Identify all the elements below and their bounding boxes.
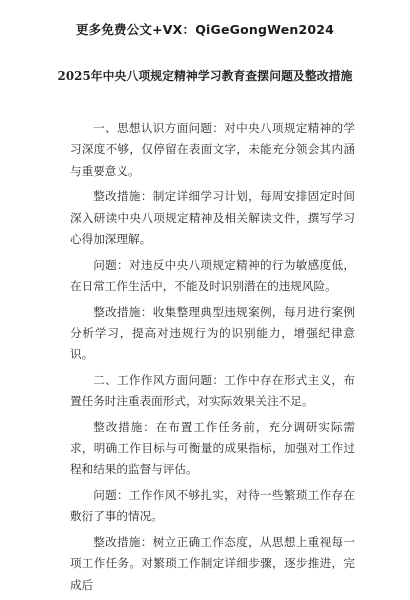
paragraph: 整改措施：收集整理典型违规案例，每月进行案例分析学习，提高对违规行为的识别能力，增强纪律意识。 — [70, 304, 355, 362]
document-body — [70, 118, 355, 600]
paragraph: 整改措施：制定详细学习计划，每周安排固定时间深入研读中央八项规定精神及相关解读文件，撰写学习心得加深理解。 — [70, 189, 355, 246]
paragraph: 问题：对违反中央八项规定精神的行为敏感度低，在日常工作生活中，不能及时识别潜在的违规风险。 — [70, 257, 355, 293]
document-title: 2025年中央八项规定精神学习教育查摆问题及整改措施 — [57, 69, 353, 83]
paragraph: 一、思想认识方面问题：对中央八项规定精神的学习深度不够，仅停留在表面文字，未能充分领会其内涵与重要意义。 — [70, 121, 355, 178]
paragraph: 整改措施：在布置工作任务前，充分调研实际需求，明确工作目标与可衡量的成果指标，加强对工作过程和结果的监督与评估。 — [70, 419, 355, 477]
paragraph: 问题：工作作风不够扎实，对待一些繁琐工作存在敷衍了事的情况。 — [70, 488, 355, 524]
paragraph: 整改措施：树立正确工作态度，从思想上重视每一项工作任务。对繁琐工作制定详细步骤，逐步推进，完成后 — [70, 535, 355, 592]
paragraph: 二、工作作风方面问题：工作中存在形式主义，布置任务时注重表面形式，对实际效果关注不足。 — [70, 372, 355, 409]
promo-banner: 更多免费公文+VX：QiGeGongWen2024 — [75, 22, 335, 37]
